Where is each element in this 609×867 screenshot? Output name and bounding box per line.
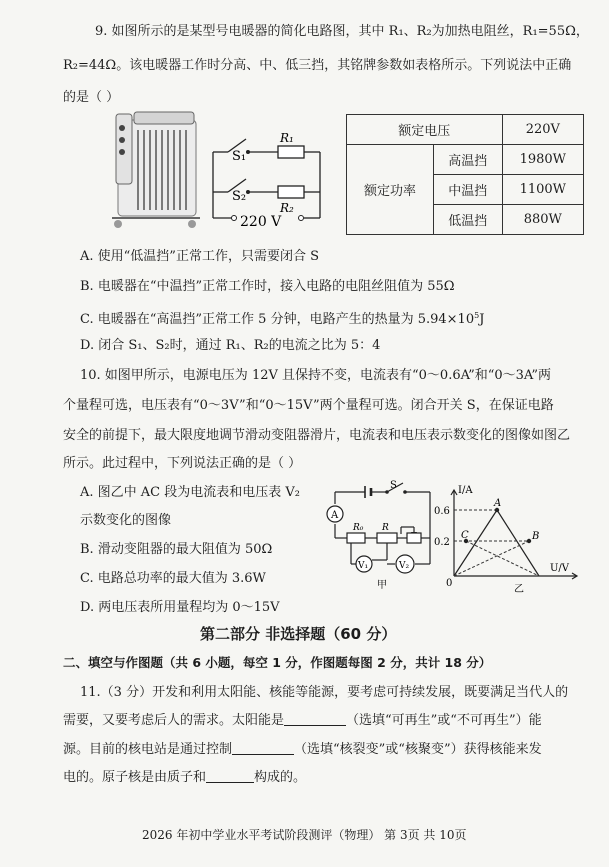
rated-voltage-value: 220V [502, 115, 583, 145]
q11-line4: 电的。原子核是由质子和 构成的。 [63, 770, 307, 785]
r1-resistor [278, 146, 304, 158]
supply-voltage-label: 220 V [240, 214, 282, 230]
q9-option-d: D. 闭合 S₁、S₂时，通过 R₁、R₂的电流之比为 5：4 [80, 338, 381, 353]
q9-line3: 的是（ ） [63, 90, 120, 105]
q10-graph [432, 482, 582, 594]
heater-illustration [108, 110, 203, 232]
r2-label: R₂ [280, 201, 294, 215]
rated-voltage-label: 额定电压 [347, 115, 503, 145]
answer-blank[interactable] [232, 742, 294, 755]
table-row [347, 115, 584, 145]
ammeter-label: A [331, 510, 339, 521]
q9-option-c: C. 电暖器在“高温挡”正常工作 5 分钟，电路产生的热量为 $5.94\times 10^5J$ [80, 311, 485, 327]
q10-line2: 个量程可选，电压表有“0～3V”和“0～15V”两个量程可选。闭合开关 S，在保证电路 [63, 398, 554, 413]
r1-label: R₁ [280, 131, 294, 145]
x-axis-label: U/V [550, 563, 570, 574]
q9-line2: R₂=44Ω。该电暖器工作时分高、中、低三挡，其铭牌参数如表格所示。下列说法中正确 [63, 58, 572, 73]
q10-option-d: D. 两电压表所用量程均为 0～15V [80, 600, 280, 615]
table-row [347, 145, 584, 175]
mode-label: 中温挡 [434, 175, 503, 205]
v1-label: V₁ [358, 561, 369, 571]
q9-option-b: B. 电暖器在“中温挡”正常工作时，接入电路的电阻丝阻值为 55Ω [80, 279, 455, 294]
answer-blank[interactable] [284, 713, 346, 726]
tick-low-label: 0.2 [434, 537, 450, 548]
point-b [527, 539, 531, 543]
switch-label: S [390, 480, 397, 491]
part2-title: 第二部分 非选择题（60 分） [200, 625, 397, 643]
q10-option-c: C. 电路总功率的最大值为 3.6W [80, 571, 266, 586]
s1-label: S₁ [232, 149, 247, 164]
q11-line1: 11.（3 分）开发和利用太阳能、核能等能源，要考虑可持续发展，既要满足当代人的 [80, 685, 569, 700]
mode-power-value: 1980W [502, 145, 583, 175]
q10-line1: 10. 如图甲所示，电源电压为 12V 且保持不变，电流表有“0～0.6A”和“0～3A”两 [80, 368, 552, 383]
v2-label: V₂ [399, 561, 410, 571]
r0-label: R₀ [353, 523, 364, 533]
page-footer: 2026 年初中学业水平考试阶段测评（物理） 第 3页 共 10页 [142, 828, 467, 842]
r2-resistor [278, 186, 304, 198]
y-axis-label: I/A [458, 485, 473, 496]
mode-label: 高温挡 [434, 145, 503, 175]
q11-line2: 需要，又要考虑后人的需求。太阳能是 （选填“可再生”或“不可再生”）能 [63, 713, 542, 728]
point-b-label: B [532, 531, 540, 542]
q9-circuit-diagram [210, 130, 325, 236]
tick-high-label: 0.6 [434, 506, 450, 517]
q10-circuit-diagram [325, 478, 437, 593]
s2-label: S₂ [232, 189, 247, 204]
r-label: R [382, 523, 389, 533]
q9-line1: 9. 如图所示的是某型号电暖器的简化电路图，其中 R₁、R₂为加热电阻丝，R₁=55Ω， [95, 24, 589, 39]
rated-power-label: 额定功率 [347, 145, 434, 235]
mode-label: 低温挡 [434, 205, 503, 235]
figure-jia-caption: 甲 [377, 580, 387, 591]
q10-line4: 所示。此过程中，下列说法正确的是（ ） [63, 456, 302, 471]
point-c-label: C [461, 530, 469, 541]
q9-option-a: A. 使用“低温挡”正常工作，只需要闭合 S [80, 249, 319, 264]
q10-line3: 安全的前提下，最大限度地调节滑动变阻器滑片，电流表和电压表示数变化的图像如图乙 [63, 428, 571, 443]
q10-option-b: B. 滑动变阻器的最大阻值为 50Ω [80, 542, 273, 557]
nameplate-table [346, 114, 584, 235]
q10-option-a: A. 图乙中 AC 段为电流表和电压表 V₂ [80, 485, 300, 500]
q11-line3: 源。目前的核电站是通过控制 （选填“核裂变”或“核聚变”）获得核能来发 [63, 742, 542, 757]
section-heading: 二、填空与作图题（共 6 小题，每空 1 分，作图题每图 2 分，共计 18 分） [63, 655, 492, 670]
origin-label: 0 [446, 578, 453, 589]
mode-power-value: 880W [502, 205, 583, 235]
figure-yi-caption: 乙 [514, 584, 524, 594]
q10-option-a-cont: 示数变化的图像 [80, 513, 172, 528]
answer-blank[interactable] [206, 770, 254, 783]
point-a-label: A [494, 498, 502, 509]
mode-power-value: 1100W [502, 175, 583, 205]
